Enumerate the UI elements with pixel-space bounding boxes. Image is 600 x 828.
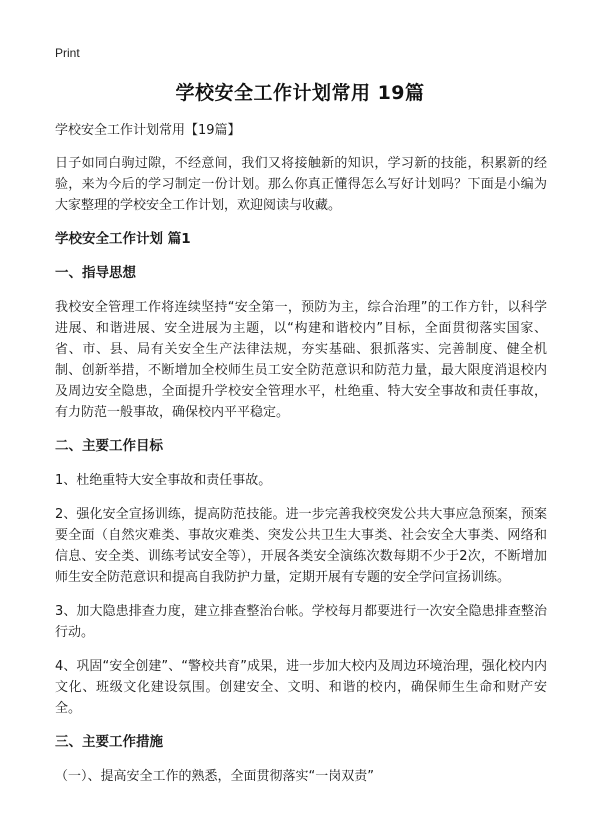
measure-item-1: （一）、提高安全工作的熟悉，全面贯彻落实“一岗双责” xyxy=(55,769,374,784)
goal-item-1: 1、杜绝重特大安全事故和责任事故。 xyxy=(55,473,272,488)
section-heading-main-goals: 二、主要工作目标 xyxy=(55,438,163,454)
goal-item-4: 4、巩固“安全创建”、“警校共育”成果，进一步加大校内及周边环境治理，强化校内内文化、班级文化建设氛围。创建安全、文明、和谐的校内，确保师生生命和财产安全。 xyxy=(55,659,547,716)
goal-item-3: 3、加大隐患排查力度，建立排查整治台帐。学校每月都要进行一次安全隐患排查整治行动。 xyxy=(55,604,547,640)
print-label: Print xyxy=(55,46,80,60)
goal-item-2: 2、强化安全宣扬训练，提高防范技能。进一步完善我校突发公共大事应急预案，预案要全面（自然灾难类、事故灾难类、突发公共卫生大事类、社会安全大事类、网络和信息、安全类、训练考试安全等），开展各类安全演练次数每期不少于2次，不断增加师生安全防范意识和提高自我防护力量，定期开展有专题的安全学问宣扬训练。 xyxy=(55,507,547,585)
section-heading-guiding-ideology: 一、指导思想 xyxy=(55,265,136,281)
document-subtitle: 学校安全工作计划常用【19篇】 xyxy=(55,123,241,138)
page-title: 学校安全工作计划常用 19篇 xyxy=(175,82,425,104)
guiding-ideology-paragraph: 我校安全管理工作将连续坚持“安全第一，预防为主，综合治理”的工作方针，以科学进展、和谐进展、安全进展为主题，以“构建和谐校内”目标，全面贯彻落实国家、省、市、县、局有关安全生产法律法规，夯实基础、狠抓落实、完善制度、健全机制、创新举措，不断增加全校师生员工安全防范意识和防范力量，最大限度消退校内及周边安全隐患，全面提升学校安全管理水平，杜绝重、特大安全事故和责任事故，有力防范一般事故，确保校内平平稳定。 xyxy=(55,300,547,420)
section-title: 学校安全工作计划 篇1 xyxy=(55,231,191,247)
section-heading-main-measures: 三、主要工作措施 xyxy=(55,734,163,750)
intro-paragraph: 日子如同白驹过隙，不经意间，我们又将接触新的知识，学习新的技能，积累新的经验，来为今后的学习制定一份计划。那么你真正懂得怎么写好计划吗？下面是小编为大家整理的学校安全工作计划，欢迎阅读与收藏。 xyxy=(55,156,547,213)
document-body xyxy=(55,120,547,800)
